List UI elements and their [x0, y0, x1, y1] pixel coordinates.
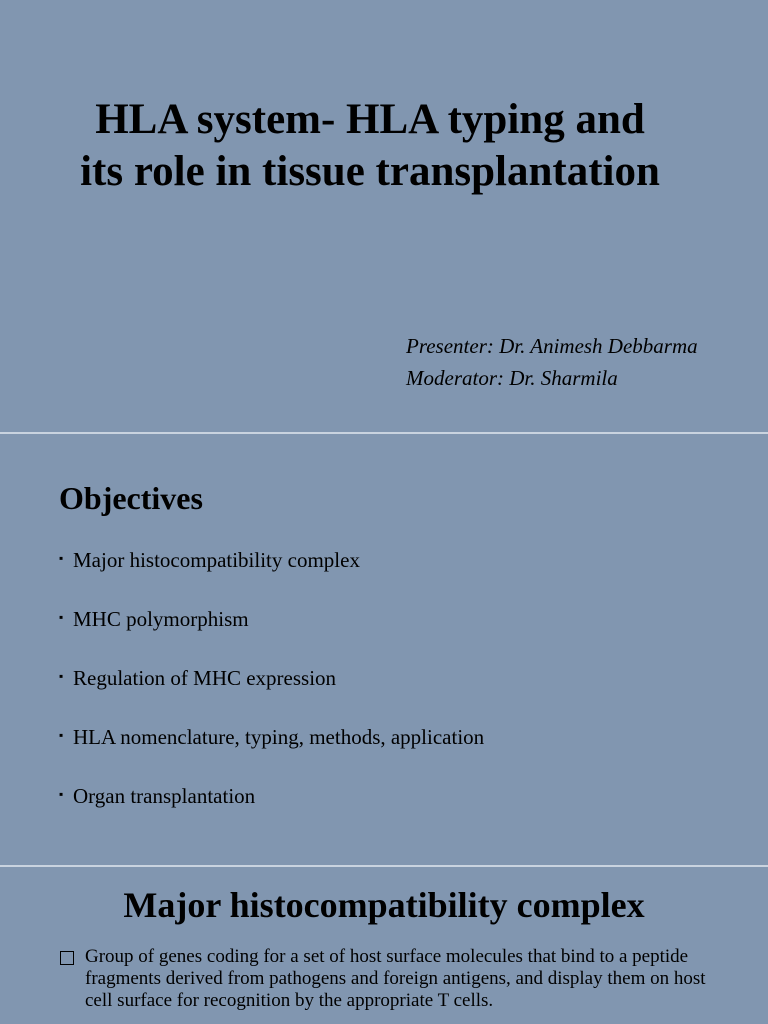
list-item-text: Major histocompatibility complex — [73, 548, 360, 572]
hollow-square-bullet-icon — [60, 951, 74, 965]
title-slide — [0, 0, 768, 432]
square-bullet-icon: ▪ — [59, 728, 64, 742]
list-item — [59, 723, 484, 782]
list-item — [59, 782, 484, 841]
list-item-text: MHC polymorphism — [73, 607, 249, 631]
objectives-slide — [0, 434, 768, 865]
mhc-heading: Major histocompatibility complex — [123, 885, 645, 925]
list-item — [59, 546, 484, 605]
objectives-list — [59, 546, 484, 841]
presentation-title — [0, 94, 740, 198]
list-item — [59, 664, 484, 723]
presenter-block — [406, 330, 698, 394]
title-line-2: its role in tissue transplantation — [80, 148, 660, 195]
list-item — [59, 605, 484, 664]
square-bullet-icon: ▪ — [59, 669, 64, 683]
square-bullet-icon: ▪ — [59, 551, 64, 565]
square-bullet-icon: ▪ — [59, 610, 64, 624]
title-line-1: HLA system- HLA typing and — [95, 96, 645, 143]
mhc-bullet-item — [60, 946, 740, 1012]
mhc-slide — [0, 867, 768, 1024]
presenter-name: Presenter: Dr. Animesh Debbarma — [406, 334, 698, 358]
moderator-name: Moderator: Dr. Sharmila — [406, 366, 618, 390]
mhc-definition-text: Group of genes coding for a set of host surface molecules that bind to a peptide fragments derived from pathogens and foreign antigens, and display them on host cell surface for recognition by the appropriate T cells. — [85, 946, 706, 1011]
list-item-text: HLA nomenclature, typing, methods, application — [73, 725, 485, 749]
objectives-heading: Objectives — [59, 480, 203, 516]
list-item-text: Organ transplantation — [73, 784, 256, 808]
square-bullet-icon: ▪ — [59, 787, 64, 801]
list-item-text: Regulation of MHC expression — [73, 666, 337, 690]
